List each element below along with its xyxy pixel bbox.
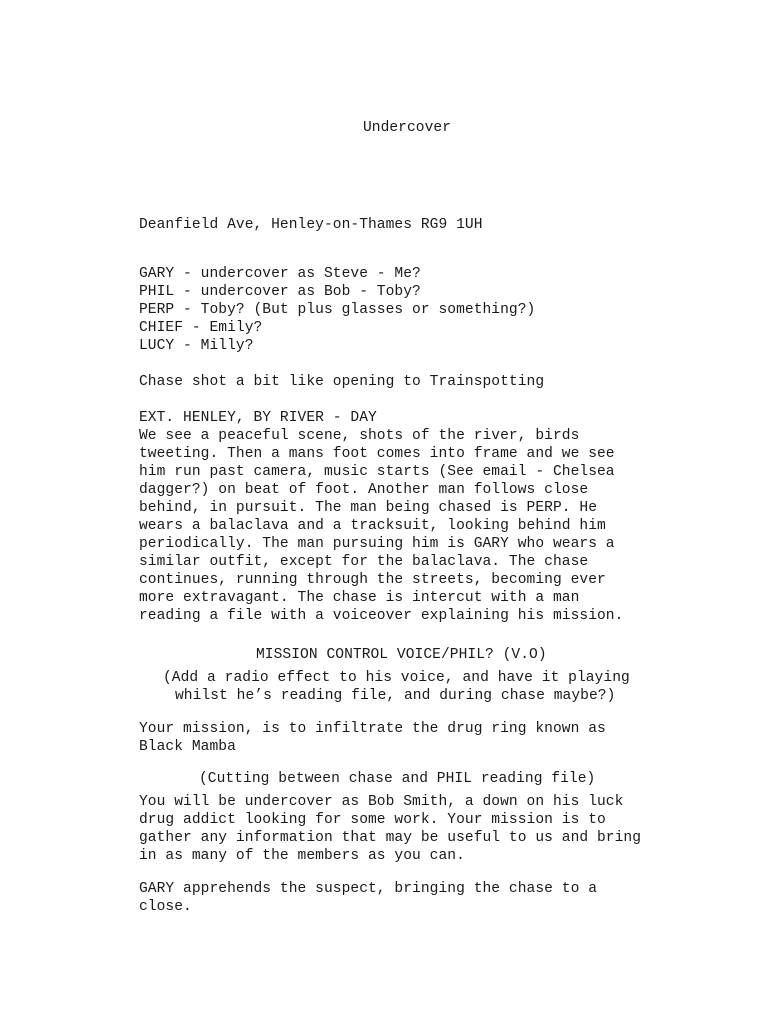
dialogue-line: gather any information that may be useful to us and bring (139, 830, 642, 846)
production-note: Chase shot a bit like opening to Trainspotting (139, 374, 545, 390)
dialogue-line: drug addict looking for some work. Your mission is to (139, 812, 606, 828)
action-line: GARY apprehends the suspect, bringing the chase to a (139, 881, 597, 897)
dialogue-line: Black Mamba (139, 739, 236, 755)
dialogue-line: You will be undercover as Bob Smith, a down on his luck (139, 794, 624, 810)
cast-item: GARY - undercover as Steve - Me? (139, 266, 421, 282)
action-line: wears a balaclava and a tracksuit, looking behind him (139, 518, 606, 534)
dialogue-line: Your mission, is to infiltrate the drug ring known as (139, 721, 606, 737)
action-line: behind, in pursuit. The man being chased is PERP. He (139, 500, 597, 516)
character-name: MISSION CONTROL VOICE/PHIL? (V.O) (256, 647, 547, 663)
action-line: more extravagant. The chase is intercut with a man (139, 590, 580, 606)
action-line: tweeting. Then a mans foot comes into frame and we see (139, 446, 615, 462)
parenthetical-line: (Add a radio effect to his voice, and have it playing (163, 670, 630, 686)
action-line: continues, running through the streets, becoming ever (139, 572, 606, 588)
action-line: him run past camera, music starts (See email - Chelsea (139, 464, 615, 480)
cast-item: PERP - Toby? (But plus glasses or something?) (139, 302, 536, 318)
parenthetical-line: whilst he’s reading file, and during chase maybe?) (175, 688, 616, 704)
action-line: dagger?) on beat of foot. Another man follows close (139, 482, 589, 498)
cast-item: LUCY - Milly? (139, 338, 254, 354)
script-title: Undercover (362, 120, 452, 136)
parenthetical-line: (Cutting between chase and PHIL reading file) (199, 771, 596, 787)
cast-item: CHIEF - Emily? (139, 320, 263, 336)
scene-heading: EXT. HENLEY, BY RIVER - DAY (139, 410, 377, 426)
action-line: similar outfit, except for the balaclava. The chase (139, 554, 589, 570)
action-line: periodically. The man pursuing him is GARY who wears a (139, 536, 615, 552)
dialogue-line: in as many of the members as you can. (139, 848, 465, 864)
action-line: reading a file with a voiceover explaining his mission. (139, 608, 624, 624)
location-address: Deanfield Ave, Henley-on-Thames RG9 1UH (139, 217, 483, 233)
action-line: close. (139, 899, 192, 915)
cast-item: PHIL - undercover as Bob - Toby? (139, 284, 421, 300)
action-line: We see a peaceful scene, shots of the river, birds (139, 428, 580, 444)
